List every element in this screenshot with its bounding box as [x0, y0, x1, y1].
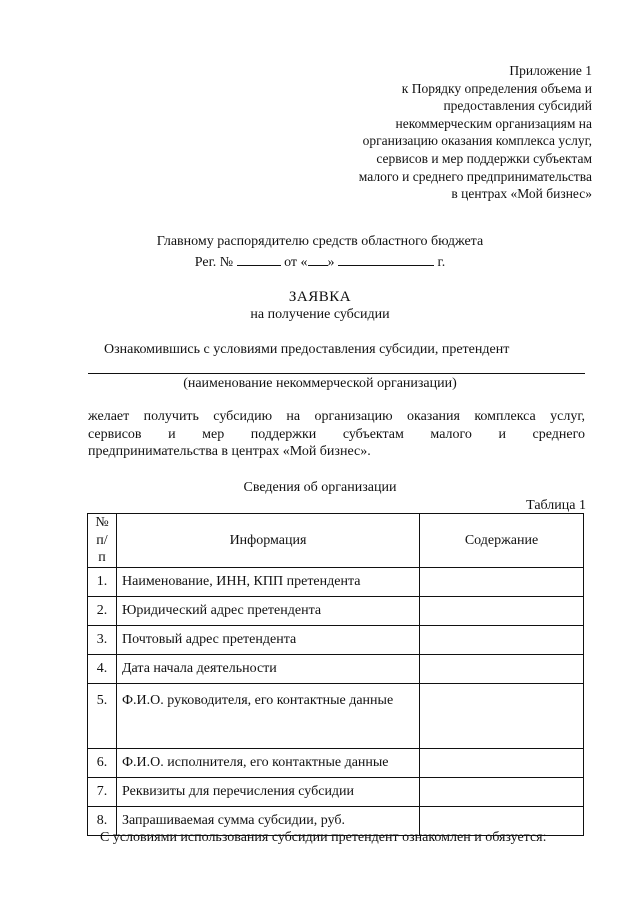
reg-quote-close: »	[327, 255, 335, 270]
intro-text: Ознакомившись с условиями предоставления субсидии, претендент	[104, 342, 510, 357]
row-info: Наименование, ИНН, КПП претендента	[117, 567, 420, 596]
closing-text: С условиями использования субсидии претендент ознакомлен и обязуется:	[100, 830, 547, 845]
row-info: Почтовый адрес претендента	[117, 625, 420, 654]
row-info: Дата начала деятельности	[117, 654, 420, 683]
appendix-line: предоставления субсидий	[443, 98, 592, 114]
row-num: 1.	[88, 567, 117, 596]
appendix-line: Приложение 1	[509, 63, 592, 78]
document-subtitle: на получение субсидии	[250, 307, 390, 322]
organization-name-line	[88, 373, 585, 374]
header-num: № п/п	[88, 514, 117, 568]
reg-number-label: Рег. №	[194, 255, 234, 270]
row-content[interactable]	[420, 654, 584, 683]
row-num: 3.	[88, 625, 117, 654]
document-title: ЗАЯВКА	[288, 289, 352, 305]
paragraph-line: желает получить субсидию на организацию оказания комплекса услуг,	[88, 409, 585, 424]
reg-year-suffix: г.	[437, 255, 446, 270]
reg-month-blank	[338, 253, 434, 266]
table-row	[88, 596, 584, 625]
reg-from-label: от «	[284, 255, 308, 270]
row-num: 2.	[88, 596, 117, 625]
row-info: Ф.И.О. исполнителя, его контактные данные	[117, 748, 420, 777]
row-info: Запрашиваемая сумма субсидии, руб.	[117, 806, 420, 835]
header-info: Информация	[117, 514, 420, 568]
row-info: Юридический адрес претендента	[117, 596, 420, 625]
row-content[interactable]	[420, 683, 584, 748]
row-content[interactable]	[420, 777, 584, 806]
table-row	[88, 654, 584, 683]
table-header-row	[88, 514, 584, 568]
row-num: 4.	[88, 654, 117, 683]
organization-name-caption: (наименование некоммерческой организации)	[183, 376, 457, 391]
table-row	[88, 748, 584, 777]
table-row	[88, 625, 584, 654]
table-number: Таблица 1	[526, 498, 586, 513]
header-content: Содержание	[420, 514, 584, 568]
appendix-block	[300, 62, 592, 203]
appendix-line: некоммерческим организациям на	[395, 115, 592, 131]
row-num: 7.	[88, 777, 117, 806]
row-content[interactable]	[420, 567, 584, 596]
request-paragraph	[88, 408, 585, 461]
appendix-line: малого и среднего предпринимательства	[358, 168, 592, 184]
row-content[interactable]	[420, 748, 584, 777]
row-content[interactable]	[420, 596, 584, 625]
appendix-line: сервисов и мер поддержки субъектам	[376, 150, 592, 166]
reg-day-blank	[308, 253, 328, 266]
appendix-line: организацию оказания комплекса услуг,	[362, 133, 592, 149]
organization-info-table	[87, 513, 584, 836]
row-num: 6.	[88, 748, 117, 777]
table-title: Сведения об организации	[243, 480, 397, 495]
row-num: 8.	[88, 806, 117, 835]
appendix-line: к Порядку определения объема и	[401, 80, 592, 96]
table-row	[88, 567, 584, 596]
addressee-line: Главному распорядителю средств областного бюджета	[156, 234, 484, 249]
row-num: 5.	[88, 683, 117, 748]
row-info: Ф.И.О. руководителя, его контактные данные	[117, 683, 420, 748]
appendix-line: в центрах «Мой бизнес»	[451, 186, 592, 202]
row-content[interactable]	[420, 625, 584, 654]
registration-line	[0, 253, 640, 272]
table-row	[88, 683, 584, 748]
reg-number-blank	[237, 253, 281, 266]
row-info: Реквизиты для перечисления субсидии	[117, 777, 420, 806]
paragraph-line: предпринимательства в центрах «Мой бизнес».	[88, 444, 371, 459]
paragraph-line: сервисов и мер поддержки субъектам малого и среднего	[88, 426, 585, 442]
table-row	[88, 777, 584, 806]
